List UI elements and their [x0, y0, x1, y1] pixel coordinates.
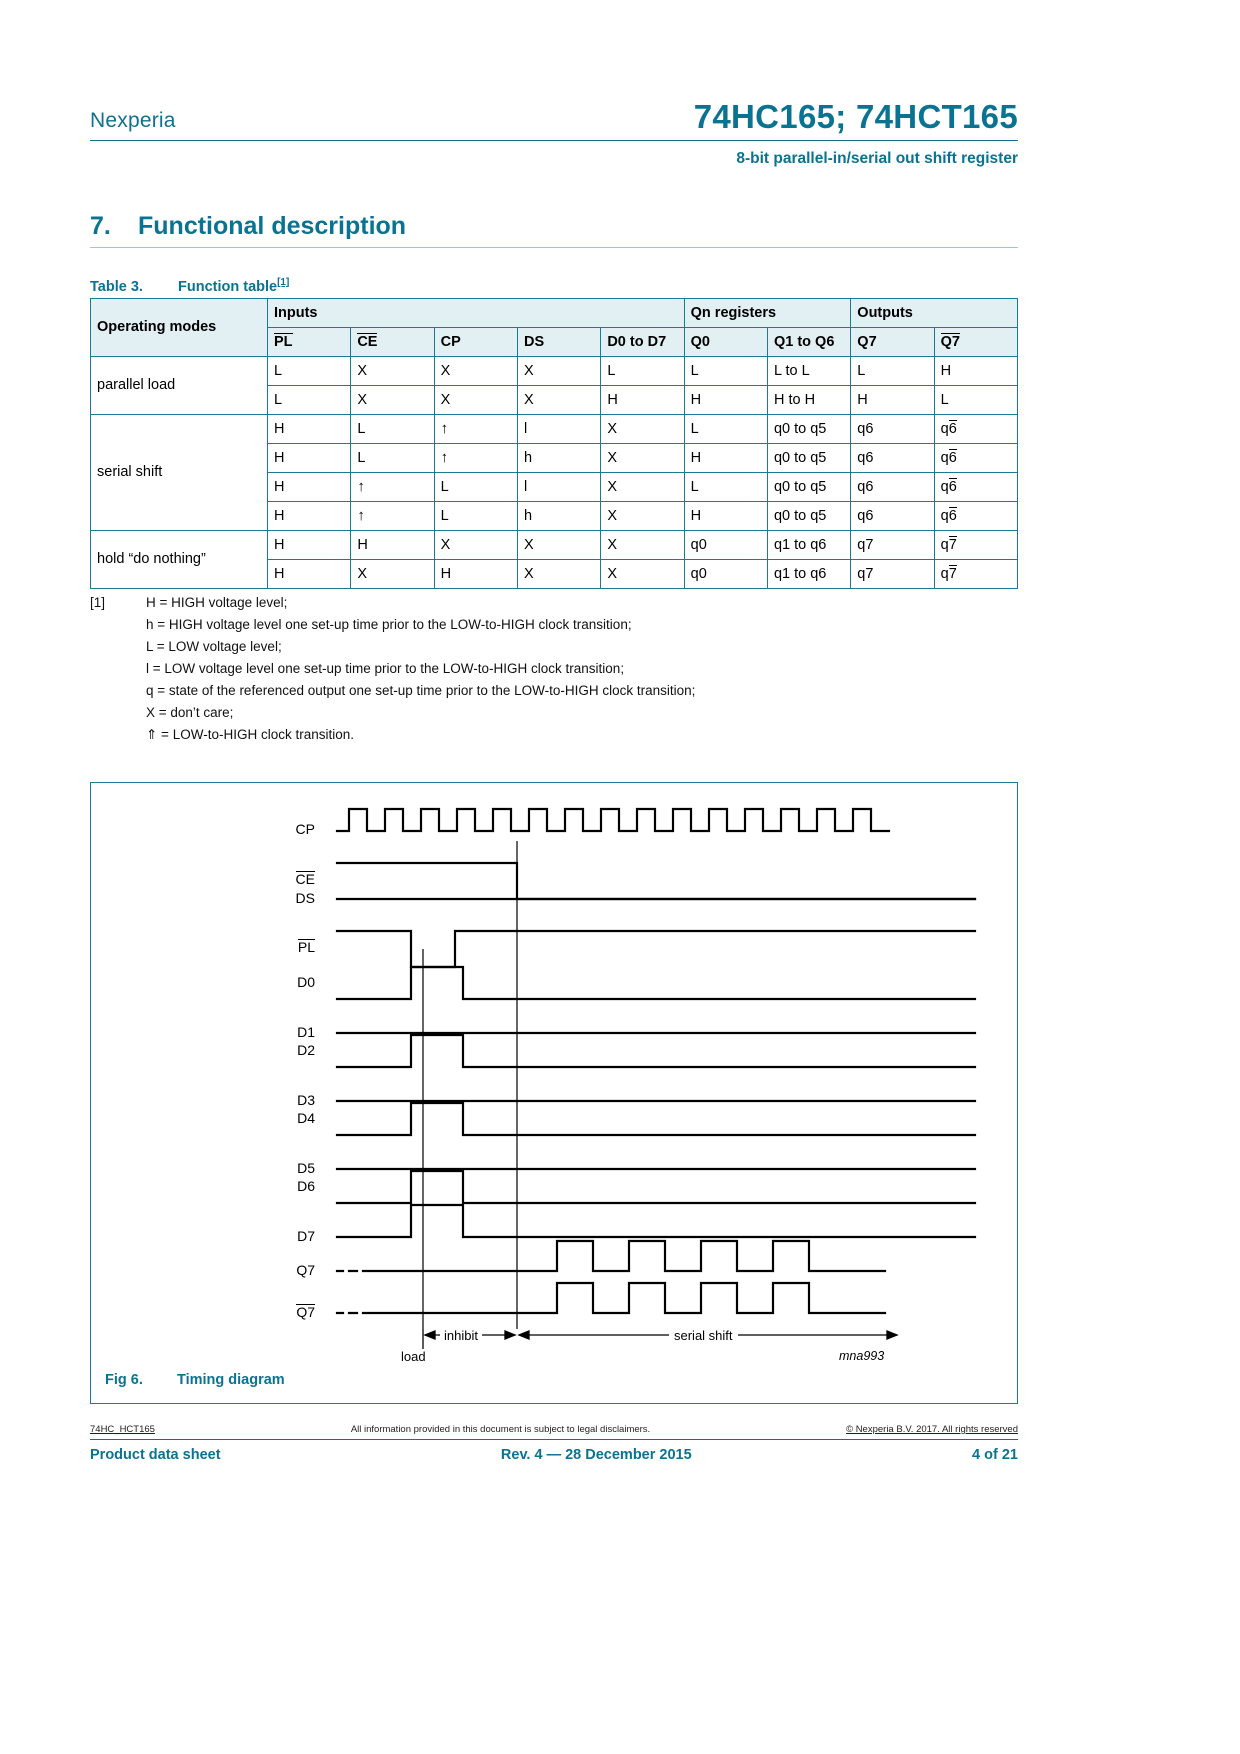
table-cell: L to L [767, 357, 850, 386]
footnote-lines [146, 592, 990, 746]
table-cell: L [684, 473, 767, 502]
header-col-ce-bar: CE [351, 328, 434, 357]
waveform-d7 [337, 1205, 975, 1237]
table-group-header-row [91, 299, 1018, 328]
header-col-cp: CP [434, 328, 517, 357]
signal-label-d2: D2 [297, 1042, 315, 1058]
table-cell [351, 473, 434, 502]
table-cell: H [601, 386, 684, 415]
table-cell: L [851, 357, 934, 386]
footnote-line: ⇑ = LOW-to-HIGH clock transition. [146, 727, 354, 742]
table-cell: h [517, 502, 600, 531]
table-cell: X [517, 386, 600, 415]
waveform-d0 [337, 967, 975, 999]
table-cell: X [351, 560, 434, 589]
table-cell: q6 [934, 444, 1017, 473]
table-cell: L [268, 357, 351, 386]
footnote-line: X = don’t care; [146, 705, 234, 720]
signal-label-cp: CP [295, 821, 315, 837]
footer-disclaimer: All information provided in this document is subject to legal disclaimers. [350, 1424, 651, 1435]
table-footnote [90, 592, 990, 746]
up-arrow-icon: ↑ [440, 448, 449, 466]
table-cell: q1 to q6 [767, 560, 850, 589]
table-cell: H [684, 502, 767, 531]
table-cell: X [351, 357, 434, 386]
table-cell: L [684, 357, 767, 386]
table-cell: X [434, 386, 517, 415]
table-cell: X [517, 357, 600, 386]
table-cell: q6 [851, 415, 934, 444]
signal-label-pl: PL [297, 939, 315, 955]
header-col-q7: Q7 [851, 328, 934, 357]
table-cell: X [434, 357, 517, 386]
table-cell: L [268, 386, 351, 415]
table-cell: H [268, 415, 351, 444]
footer-doc-id: 74HC_HCT165 [90, 1424, 155, 1435]
table-cell: H [684, 444, 767, 473]
function-table-head [91, 299, 1018, 357]
footer-page-number: 4 of 21 [972, 1447, 1018, 1463]
header-col-d0-to-d7: D0 to D7 [601, 328, 684, 357]
table-cell: L [934, 386, 1017, 415]
table-cell: q6 [851, 473, 934, 502]
table-cell: h [517, 444, 600, 473]
header-col-q1-to-q6: Q1 to Q6 [767, 328, 850, 357]
signal-label-ds: DS [295, 890, 315, 906]
signal-label-d1: D1 [297, 1024, 315, 1040]
header-qn-registers: Qn registers [684, 299, 851, 328]
table-cell: q6 [851, 444, 934, 473]
table-cell: l [517, 473, 600, 502]
waveform-ce [337, 863, 975, 899]
waveform-d4 [337, 1103, 975, 1135]
cell-operating-mode: parallel load [91, 357, 268, 415]
table-footnote-link[interactable]: [1] [277, 277, 290, 288]
table-cell: H [434, 560, 517, 589]
waveform-d2 [337, 1035, 975, 1067]
up-arrow-icon: ↑ [440, 419, 449, 437]
header-inputs: Inputs [268, 299, 685, 328]
header-divider [90, 140, 1018, 141]
table-cell [434, 444, 517, 473]
section-number: 7. [90, 212, 111, 240]
up-arrow-icon: ↑ [357, 477, 365, 495]
arrow-inhibit-right-head [505, 1331, 515, 1339]
annotation-load: load [401, 1349, 426, 1364]
footer-divider [90, 1439, 1018, 1440]
cell-operating-mode: serial shift [91, 415, 268, 531]
header-subtitle: 8-bit parallel-in/serial out shift register [736, 150, 1018, 167]
drawing-id: mna993 [839, 1349, 885, 1363]
header-col-q0: Q0 [684, 328, 767, 357]
header-col-pl-bar: PL [268, 328, 351, 357]
table-cell: H [268, 531, 351, 560]
figure-caption [105, 1372, 285, 1388]
header-col-q7-bar: Q7 [934, 328, 1017, 357]
table-cell: H [268, 502, 351, 531]
table-cell [351, 502, 434, 531]
timing-diagram-svg [91, 783, 1017, 1351]
signal-label-d4: D4 [297, 1110, 315, 1126]
footer-doc-type: Product data sheet [90, 1447, 221, 1463]
footnote-line: L = LOW voltage level; [146, 639, 282, 654]
annotation-inhibit: inhibit [440, 1328, 482, 1343]
annotation-serial-shift: serial shift [669, 1328, 738, 1343]
table-cell: X [601, 415, 684, 444]
table-cell: H [934, 357, 1017, 386]
table-cell: X [601, 531, 684, 560]
table-row [91, 531, 1018, 560]
table-cell: q0 [684, 560, 767, 589]
signal-label-d7: D7 [297, 1228, 315, 1244]
table-cell: X [517, 560, 600, 589]
table-cell: H [851, 386, 934, 415]
section-divider [90, 247, 1018, 248]
signal-label-d5: D5 [297, 1160, 315, 1176]
footer-copyright: © Nexperia B.V. 2017. All rights reserved [846, 1424, 1018, 1435]
signal-label-q7: Q7 [296, 1262, 315, 1278]
waveform-cp [337, 809, 889, 831]
table-cell: X [601, 502, 684, 531]
table-cell: l [517, 415, 600, 444]
waveform-d6 [337, 1171, 975, 1203]
arrow-serialshift-right-head [887, 1331, 897, 1339]
timing-diagram [91, 783, 1017, 1364]
footnote-line: q = state of the referenced output one set-up time prior to the LOW-to-HIGH clock transition; [146, 683, 696, 698]
signal-label-d0: D0 [297, 974, 315, 990]
section-title: Functional description [138, 212, 407, 240]
up-arrow-icon: ↑ [357, 506, 365, 524]
table-cell: L [601, 357, 684, 386]
footnote-line: l = LOW voltage level one set-up time prior to the LOW-to-HIGH clock transition; [146, 661, 625, 676]
waveform-q7 [337, 1241, 885, 1271]
brand-name: Nexperia [90, 109, 176, 132]
header-col-ds: DS [517, 328, 600, 357]
arrow-serialshift-left-head [519, 1331, 529, 1339]
table-cell: X [601, 560, 684, 589]
footnote-marker: [1] [90, 595, 106, 610]
table-caption [90, 274, 289, 295]
figure-title: Timing diagram [177, 1372, 285, 1388]
table-cell: H [351, 531, 434, 560]
table-cell: L [434, 502, 517, 531]
table-cell: X [601, 473, 684, 502]
table-cell: q6 [851, 502, 934, 531]
table-cell: L [351, 415, 434, 444]
table-cell: q7 [934, 531, 1017, 560]
table-cell: H [268, 560, 351, 589]
table-cell: L [351, 444, 434, 473]
table-cell: H [268, 473, 351, 502]
table-cell: q6 [934, 473, 1017, 502]
section-heading [90, 212, 1018, 248]
signal-label-ce: CE [295, 871, 315, 887]
table-row [91, 415, 1018, 444]
table-cell: q7 [851, 560, 934, 589]
table-row [91, 357, 1018, 386]
table-cell: H to H [767, 386, 850, 415]
table-title: Function table [178, 278, 278, 295]
table-cell: q7 [934, 560, 1017, 589]
cell-operating-mode: hold “do nothing” [91, 531, 268, 589]
table-cell: L [434, 473, 517, 502]
table-cell: X [434, 531, 517, 560]
arrow-inhibit-left-head [425, 1331, 435, 1339]
table-cell: q0 to q5 [767, 502, 850, 531]
footnote-line: H = HIGH voltage level; [146, 595, 288, 610]
signal-label-q7-inverted: Q7 [296, 1304, 315, 1320]
header-outputs: Outputs [851, 299, 1018, 328]
figure-box [90, 782, 1018, 1404]
page-header [90, 100, 1018, 168]
table-cell: q0 to q5 [767, 473, 850, 502]
table-cell: q0 [684, 531, 767, 560]
function-table-body [91, 357, 1018, 589]
part-number-title: 74HC165; 74HCT165 [693, 98, 1018, 135]
table-cell: q1 to q6 [767, 531, 850, 560]
signal-label-d6: D6 [297, 1178, 315, 1194]
table-cell: L [684, 415, 767, 444]
table-cell: X [601, 444, 684, 473]
header-operating-modes: Operating modes [91, 299, 268, 357]
footer-revision: Rev. 4 — 28 December 2015 [500, 1447, 692, 1463]
table-cell: q0 to q5 [767, 444, 850, 473]
table-cell: q6 [934, 502, 1017, 531]
table-cell: q0 to q5 [767, 415, 850, 444]
waveform-pl [337, 931, 975, 967]
waveform-q7-inverted [337, 1283, 885, 1313]
table-cell: H [684, 386, 767, 415]
table-cell: H [268, 444, 351, 473]
footnote-line: h = HIGH voltage level one set-up time prior to the LOW-to-HIGH clock transition; [146, 617, 632, 632]
figure-number: Fig 6. [105, 1372, 143, 1388]
table-cell [434, 415, 517, 444]
table-number: Table 3. [90, 278, 143, 295]
function-table [90, 298, 1018, 589]
signal-label-d3: D3 [297, 1092, 315, 1108]
table-cell: q7 [851, 531, 934, 560]
page-footer [90, 1424, 1018, 1463]
table-cell: q6 [934, 415, 1017, 444]
table-cell: X [517, 531, 600, 560]
table-cell: X [351, 386, 434, 415]
